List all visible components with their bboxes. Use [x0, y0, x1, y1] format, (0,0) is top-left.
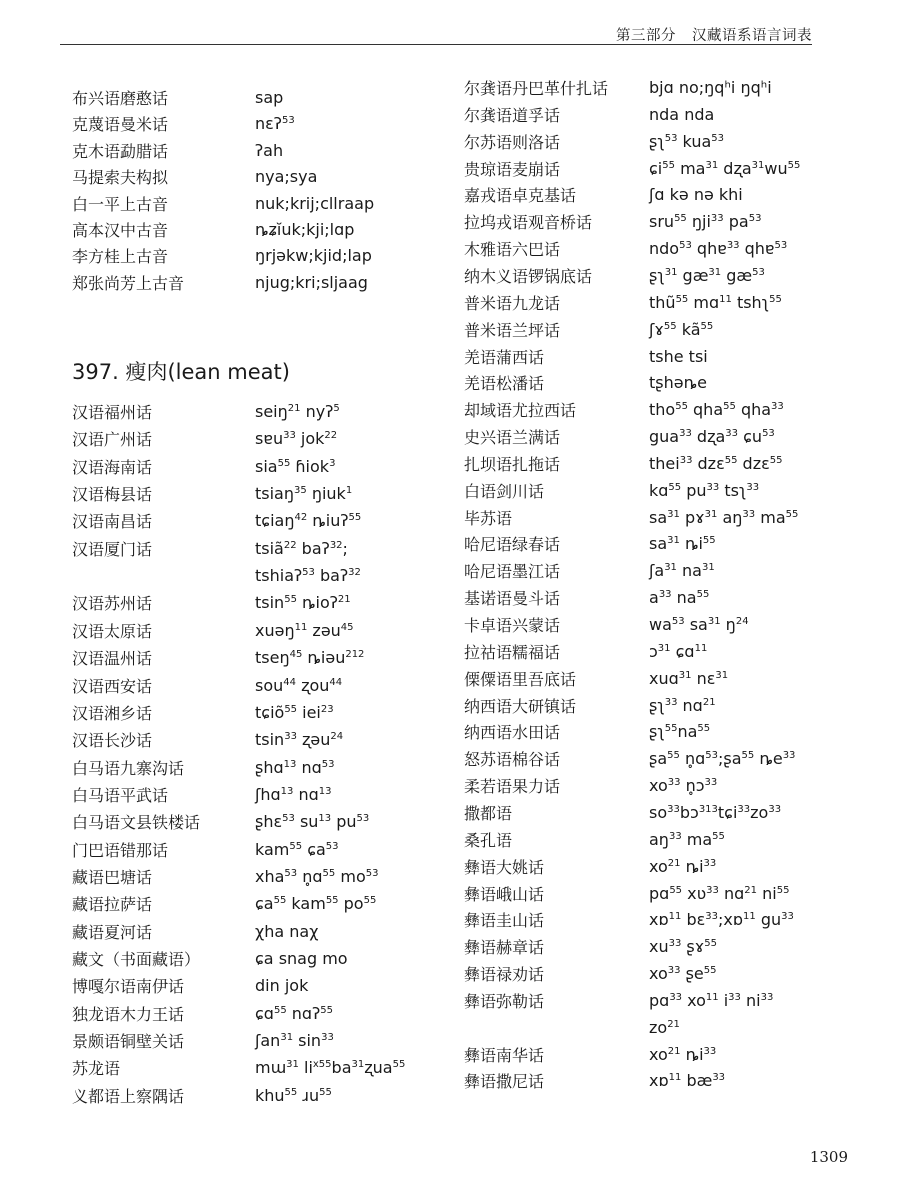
word-form: tʂhəȵe — [649, 373, 707, 393]
entry-row — [464, 720, 864, 746]
entry-row — [464, 210, 864, 236]
word-form: $xo^{33}$ n̥ɔ$^{33}$ — [649, 776, 718, 796]
word-form: ʃhɑ$^{13}$ nɑ$^{13}$ — [255, 784, 332, 804]
word-form: ŋrjəkw;kjid;lap — [255, 246, 372, 266]
word-form: kam$^{55}$ ɕa$^{53}$ — [255, 839, 339, 859]
entry-row — [72, 1056, 452, 1082]
word-form: khu$^{55}$ ɹu$^{55}$ — [255, 1085, 332, 1105]
entry-row — [464, 479, 864, 505]
word-form: ʔah — [255, 140, 284, 160]
entry-row — [464, 855, 864, 881]
word-form: tshe tsi — [649, 346, 708, 366]
entry-row — [72, 865, 452, 891]
entry-row — [72, 427, 452, 453]
entry-row — [464, 1043, 864, 1069]
word-form: $so^{33}bɔ^{313}tɕi^{33}zo^{33}$ — [649, 802, 782, 822]
language-name: 纳木义语锣锅底话 — [464, 266, 593, 286]
word-form: ɕi$^{55}$ $ma^{31}$ $dʐa^{31}wu^{55}$ — [649, 158, 801, 178]
entry-row — [464, 1016, 864, 1042]
word-form: seiŋ$^{21}$ nyʔ$^5$ — [255, 402, 340, 421]
entry-row — [464, 532, 864, 558]
word-form: nda nda — [649, 104, 715, 124]
word-form: tɕiaŋ$^{42}$ ȵiuʔ$^{55}$ — [255, 511, 362, 531]
word-form: din jok — [255, 976, 309, 996]
language-name: 汉语广州话 — [72, 430, 153, 450]
language-name: 白马语文县铁楼话 — [72, 813, 201, 833]
language-name: 克木语勐腊话 — [72, 141, 169, 161]
word-form: xɒ$^{11}$ $bæ^{33}$ — [649, 1071, 726, 1091]
language-name: 桑孔语 — [464, 830, 513, 850]
language-name: 高本汉中古音 — [72, 221, 169, 240]
entry-row — [72, 728, 452, 754]
entry-row — [72, 892, 452, 918]
entry-row — [464, 962, 864, 988]
word-form: tsiaŋ$^{35}$ ŋiuk$^1$ — [255, 484, 353, 504]
language-name: 彝语弥勒话 — [464, 991, 545, 1011]
word-form: ʂhɑ$^{13}$ nɑ$^{53}$ — [255, 757, 335, 777]
word-form: tɕiõ$^{55}$ iei$^{23}$ — [255, 702, 334, 722]
entry-row — [464, 130, 864, 156]
word-form: ʃɑ kə nə khi — [649, 185, 743, 205]
word-form: xɒ$^{11}$ $b\varepsilon^{33};xɒ^{11}$ $gu^{33}$ — [649, 910, 794, 930]
language-name: 汉语厦门话 — [72, 539, 153, 559]
word-form: $xo^{21}$ $ȵi^{33}$ — [649, 1044, 717, 1064]
language-name: 汉语梅县话 — [72, 485, 153, 505]
entry-row — [72, 564, 452, 590]
entry-row — [464, 398, 864, 424]
entry-row — [72, 244, 452, 270]
entry-row — [464, 1069, 864, 1095]
word-form: nya;sya — [255, 167, 318, 187]
language-name: 马提索夫构拟 — [72, 168, 169, 188]
word-form: $zo^{21}$ — [649, 1017, 680, 1037]
language-name: 彝语禄劝话 — [464, 965, 545, 985]
word-form: $wa^{53}$ $sa^{31}$ $ŋ^{24}$ — [649, 615, 749, 634]
word-form: gua$^{33}$ dʐa$^{33}$ ɕu$^{53}$ — [649, 427, 775, 447]
entry-row — [464, 667, 864, 693]
entry-row — [464, 989, 864, 1015]
entry-row — [72, 920, 452, 946]
entry-row — [72, 756, 452, 782]
language-name: 白语剑川话 — [464, 481, 545, 501]
language-name: 普米语兰坪话 — [464, 320, 561, 340]
entry-row — [72, 271, 452, 297]
word-form: ndo$^{53}$ qhɐ$^{33}$ qhɐ$^{53}$ — [649, 239, 788, 259]
entry-row — [464, 425, 864, 451]
word-form: ʃan$^{31}$ $\sin^{33}$ — [255, 1031, 334, 1051]
language-name: 哈尼语绿春话 — [464, 535, 561, 555]
header-title: 汉藏语系语言词表 — [692, 28, 812, 44]
entry-row — [464, 908, 864, 934]
language-name: 克蔑语曼米话 — [72, 115, 169, 135]
word-form: pɑ$^{55}$ xʋ$^{33}$ nɑ$^{21}$ $ni^{55}$ — [649, 883, 790, 903]
entry-row — [72, 192, 452, 218]
word-form: ʂhε$^{53}$ $su^{13}$ $pu^{53}$ — [255, 812, 370, 832]
language-name: 纳西语水田话 — [464, 723, 561, 743]
word-form: bjɑ no;ŋqʰi ŋqʰi — [649, 78, 772, 97]
language-name: 基诺语曼斗话 — [464, 589, 561, 609]
entry-row — [464, 237, 864, 263]
entry-row — [72, 1002, 452, 1028]
section-number: 397. — [72, 360, 119, 384]
entry-row — [72, 455, 452, 481]
entry-row — [72, 974, 452, 1000]
entry-row — [464, 371, 864, 397]
language-name: 汉语湘乡话 — [72, 703, 153, 723]
entry-row — [464, 828, 864, 854]
section-heading — [72, 356, 290, 386]
entry-row — [464, 559, 864, 585]
language-name: 汉语福州话 — [72, 403, 153, 422]
entry-row — [464, 506, 864, 532]
word-form: sɐu$^{33}$ jok$^{22}$ — [255, 429, 338, 449]
entry-row — [464, 264, 864, 290]
word-form: ʃa$^{31}$ $na^{31}$ — [649, 561, 715, 581]
entry-row — [464, 452, 864, 478]
language-name: 汉语苏州话 — [72, 594, 153, 614]
entry-row — [72, 139, 452, 165]
entry-row — [72, 591, 452, 617]
language-name: 纳西语大研镇话 — [464, 696, 577, 716]
language-name: 白一平上古音 — [72, 194, 169, 214]
entry-row — [72, 1029, 452, 1055]
word-form: ȵʑĭuk;kji;lɑp — [255, 220, 355, 239]
language-name: 门巴语错那话 — [72, 840, 169, 860]
language-name: 汉语温州话 — [72, 649, 153, 669]
word-form: tsiã$^{22}$ baʔ$^{32}$; — [255, 538, 348, 558]
header-part: 第三部分 — [616, 28, 676, 44]
language-name: 史兴语兰满话 — [464, 428, 561, 448]
language-name: 彝语南华话 — [464, 1045, 545, 1065]
language-name: 白马语九寨沟话 — [72, 758, 185, 778]
entry-row — [72, 646, 452, 672]
word-form: ɕa snag mo — [255, 949, 348, 968]
language-name: 博嘎尔语南伊话 — [72, 977, 185, 997]
entry-row — [72, 619, 452, 645]
word-form: njug;kri;sljaag — [255, 272, 368, 292]
language-name: 藏文（书面藏语） — [72, 950, 201, 969]
word-form: tshiaʔ$^{53}$ baʔ$^{32}$ — [255, 566, 361, 586]
language-name: 贵琼语麦崩话 — [464, 159, 561, 179]
entry-row — [464, 882, 864, 908]
language-name: 彝语峨山话 — [464, 884, 545, 904]
language-name: 羌语蒲西话 — [464, 347, 545, 367]
language-name: 羌语松潘话 — [464, 374, 545, 394]
entry-row — [72, 509, 452, 535]
language-name: 景颇语铜壁关话 — [72, 1032, 185, 1052]
entry-row — [464, 801, 864, 827]
word-form: $a^{33}$ $na^{55}$ — [649, 588, 710, 608]
language-name: 毕苏语 — [464, 508, 513, 528]
word-form: sou$^{44}$ ʐou$^{44}$ — [255, 675, 343, 695]
language-name: 郑张尚芳上古音 — [72, 273, 185, 293]
word-form: mɯ$^{31}$ $li^{x55}ba^{31}ʐua^{55}$ — [255, 1058, 406, 1078]
language-name: 木雅语六巴话 — [464, 240, 561, 260]
word-form: thei$^{33}$ dzε$^{55}$ dzε$^{55}$ — [649, 453, 783, 473]
word-form: $xo^{33}$ ʂe$^{55}$ — [649, 964, 717, 984]
word-form: $sa^{31}$ pɤ$^{31}$ $aŋ^{33}$ $ma^{55}$ — [649, 507, 799, 527]
entry-row — [464, 183, 864, 209]
word-form: tsin$^{55}$ ȵioʔ$^{21}$ — [255, 593, 351, 613]
word-form: tseŋ$^{45}$ ȵiəu$^{212}$ — [255, 648, 365, 668]
language-name: 汉语长沙话 — [72, 731, 153, 751]
word-form: χha naχ — [255, 921, 319, 941]
entry-row — [464, 747, 864, 773]
entry-row — [72, 218, 452, 244]
language-name: 白马语平武话 — [72, 785, 169, 805]
entry-row — [72, 112, 452, 138]
language-name: 彝语撒尼话 — [464, 1072, 545, 1092]
language-name: 傈僳语里吾底话 — [464, 669, 577, 689]
word-form: ɕɑ$^{55}$ nɑʔ$^{55}$ — [255, 1003, 333, 1023]
language-name: 汉语南昌话 — [72, 512, 153, 532]
word-form: tho$^{55}$ qha$^{55}$ qha$^{33}$ — [649, 400, 784, 420]
page-number: 1309 — [809, 1148, 848, 1166]
word-form: sia$^{55}$ ɦiok$^3$ — [255, 456, 336, 476]
language-name: 汉语海南话 — [72, 457, 153, 477]
word-form: sru$^{55}$ ŋji$^{33}$ $pa^{53}$ — [649, 212, 762, 232]
language-name: 扎坝语扎拖话 — [464, 454, 561, 474]
word-form: ɔ$^{31}$ ɕɑ$^{11}$ — [649, 641, 708, 661]
running-header — [60, 14, 812, 45]
word-form: $ʂʅ^{55}na^{55}$ — [649, 722, 711, 742]
section-title: 瘦肉(lean meat) — [125, 360, 290, 384]
word-form: kɑ$^{55}$ $pu^{33}$ tsʅ$^{33}$ — [649, 480, 760, 500]
language-name: 嘉戎语卓克基话 — [464, 186, 577, 206]
word-form: nuk;krij;cllraap — [255, 193, 375, 213]
language-name: 藏语夏河话 — [72, 922, 153, 942]
word-form: nεʔ$^{53}$ — [255, 114, 295, 134]
entry-row — [464, 291, 864, 317]
word-form: ʂʅ$^{33}$ nɑ$^{21}$ — [649, 695, 716, 715]
language-name: 却域语尤拉西话 — [464, 401, 577, 421]
entry-row — [72, 400, 452, 426]
word-form: ʃɤ$^{55}$ $kã^{55}$ — [649, 319, 714, 339]
entry-row — [464, 935, 864, 961]
word-form: thũ$^{55}$ mɑ$^{11}$ tshʅ$^{55}$ — [649, 292, 782, 312]
word-form: ɕa$^{55}$ kam$^{55}$ $po^{55}$ — [255, 894, 377, 914]
language-name: 尔苏语则洛话 — [464, 132, 561, 152]
entry-row — [464, 345, 864, 371]
language-name: 彝语赫章话 — [464, 938, 545, 958]
language-name: 普米语九龙话 — [464, 293, 561, 313]
entry-row — [72, 947, 452, 973]
entry-row — [72, 165, 452, 191]
word-form: $aŋ^{33}$ $ma^{55}$ — [649, 829, 725, 849]
word-form: xuɑ$^{31}$ $n\varepsilon^{31}$ — [649, 668, 729, 688]
language-name: 尔龚语道孚话 — [464, 105, 561, 125]
entry-row — [72, 810, 452, 836]
header-text — [616, 24, 812, 45]
language-name: 汉语西安话 — [72, 676, 153, 696]
language-name: 拉祜语糯福话 — [464, 642, 561, 662]
entry-row — [72, 482, 452, 508]
language-name: 怒苏语棉谷话 — [464, 750, 561, 770]
language-name: 拉坞戎语观音桥话 — [464, 213, 593, 233]
entry-row — [464, 586, 864, 612]
entry-row — [72, 783, 452, 809]
entry-row — [72, 537, 452, 563]
language-name: 卡卓语兴蒙话 — [464, 616, 561, 635]
entry-row — [72, 1084, 452, 1110]
entry-row — [72, 701, 452, 727]
entry-row — [464, 76, 864, 102]
language-name: 义都语上察隅话 — [72, 1086, 185, 1106]
language-name: 布兴语磨憨话 — [72, 89, 169, 108]
language-name: 彝语圭山话 — [464, 911, 545, 931]
language-name: 尔龚语丹巴革什扎话 — [464, 79, 609, 98]
entry-row — [464, 103, 864, 129]
entry-row — [72, 86, 452, 112]
word-form: $sa^{31}$ $ȵi^{55}$ — [649, 534, 716, 554]
word-form: ʂʅ$^{53}$ kua$^{53}$ — [649, 131, 724, 151]
language-name: 撒都语 — [464, 803, 513, 823]
word-form: ʂʅ$^{31}$ $gæ^{31}$ $gæ^{53}$ — [649, 265, 765, 285]
language-name: 独龙语木力王话 — [72, 1004, 185, 1024]
entry-row — [464, 694, 864, 720]
word-form: xuəŋ$^{11}$ zəu$^{45}$ — [255, 620, 354, 640]
entry-row — [464, 157, 864, 183]
language-name: 藏语拉萨话 — [72, 895, 153, 915]
word-form: $xo^{21}$ $ȵi^{33}$ — [649, 856, 717, 876]
language-name: 苏龙语 — [72, 1059, 121, 1079]
word-form: pɑ$^{33}$ $xo^{11}$ $i^{33}$ $ni^{33}$ — [649, 990, 774, 1010]
language-name: 哈尼语墨江话 — [464, 562, 561, 582]
language-name: 彝语大姚话 — [464, 857, 545, 877]
entry-row — [72, 674, 452, 700]
entry-row — [464, 318, 864, 344]
language-name: 李方桂上古音 — [72, 247, 169, 267]
language-name: 藏语巴塘话 — [72, 867, 153, 887]
entry-row — [464, 774, 864, 800]
entry-row — [464, 640, 864, 666]
entry-row — [464, 613, 864, 639]
word-form: xha$^{53}$ n̥ɑ$^{55}$ $mo^{53}$ — [255, 866, 379, 886]
word-form: tsin$^{33}$ ʐəu$^{24}$ — [255, 730, 344, 750]
word-form: $xu^{33}$ ʂɤ$^{55}$ — [649, 937, 718, 957]
language-name: 柔若语果力话 — [464, 777, 561, 797]
word-form: sap — [255, 88, 284, 107]
language-name: 汉语太原话 — [72, 621, 153, 641]
entry-row — [72, 838, 452, 864]
word-form: ʂa$^{55}$ n̥ɑ$^{53}$;ʂa$^{55}$ $ȵe^{33}$ — [649, 749, 796, 769]
